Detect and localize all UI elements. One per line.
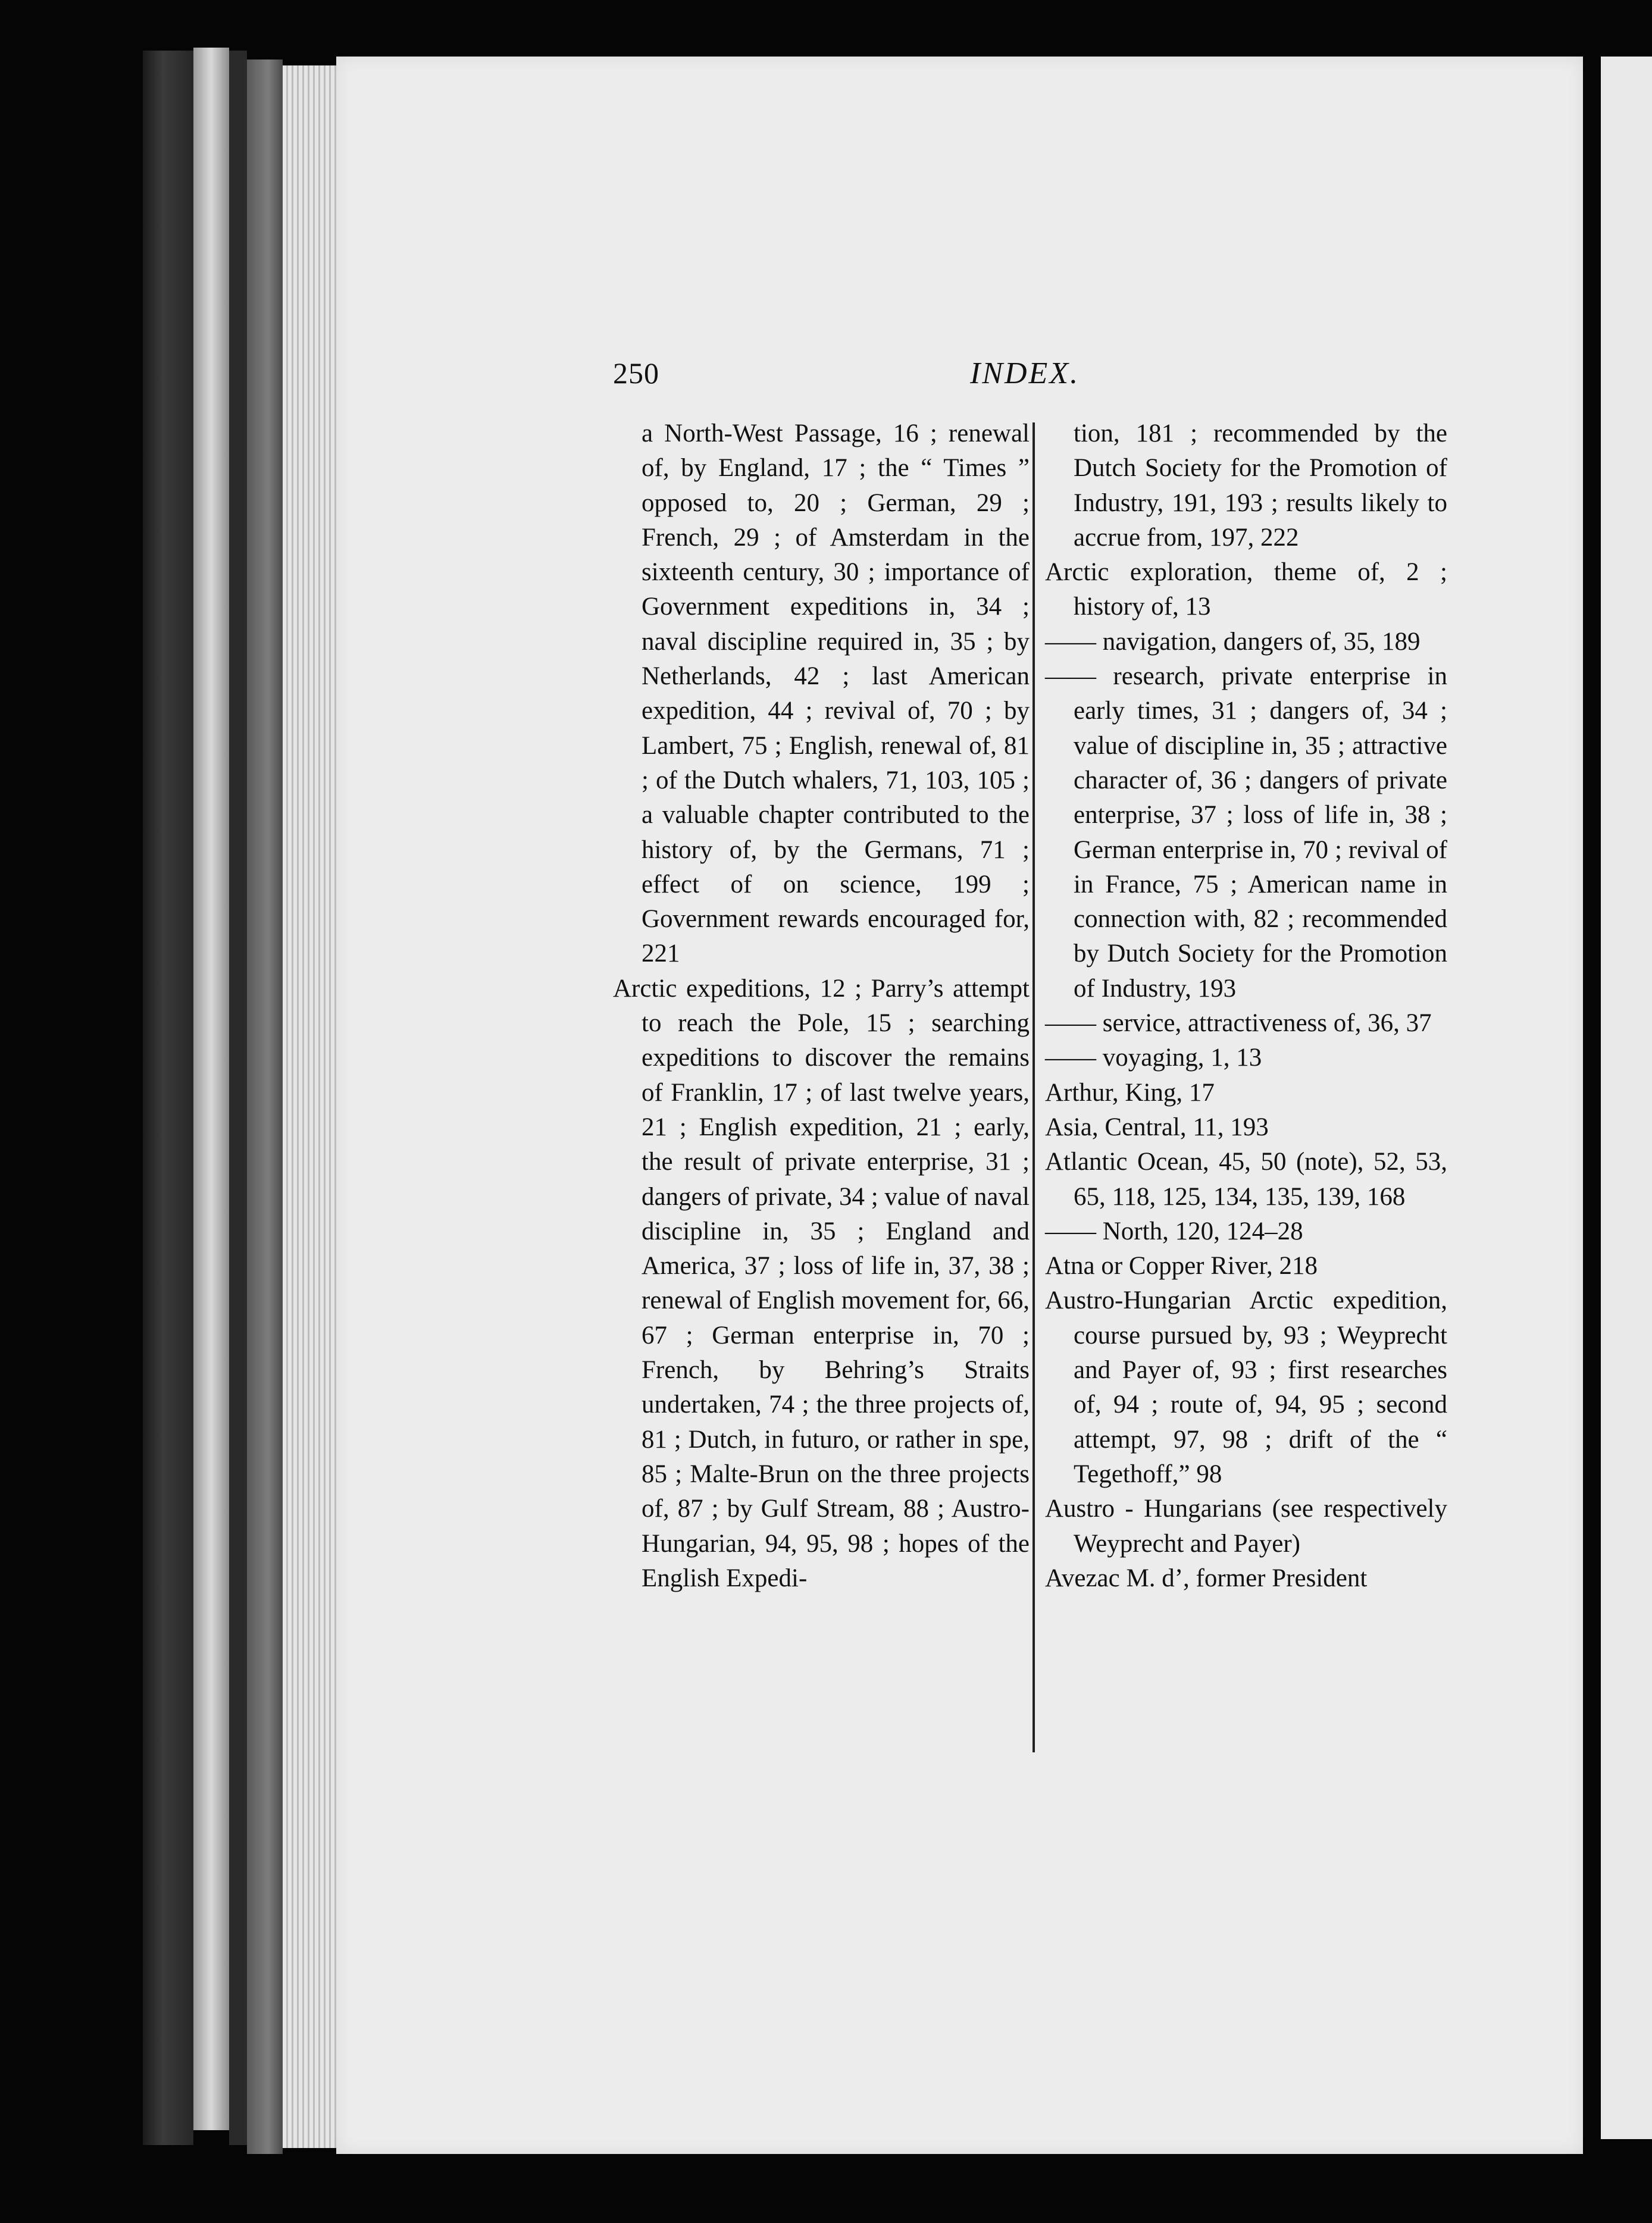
index-entry: Austro-Hungarian Arctic expedition, course pursued by, 93 ; Weyprecht and Payer of, 93 ; first researches of, 94 ; route of, 94, 95 ; second attempt, 97, 98 ; drift of the “ Tegethoff,” 98 [1045,1286,1447,1488]
index-entry: Atlantic Ocean, 45, 50 (note), 52, 53, 65, 118, 125, 134, 135, 139, 168 [1045,1148,1447,1211]
page-header [613,356,1089,397]
index-entry-continuation: tion, 181 ; recommended by the Dutch Society for the Promotion of Industry, 191, 193 ; results likely to accrue from, 197, 222 [1074,419,1447,552]
index-entry: —— research, private enterprise in early times, 31 ; dangers of, 34 ; value of discipline in, 35 ; attractive character of, 36 ; dangers of private enterprise, 37 ; loss of life in, 38 ; German enterprise in, 70 ; revival of in France, 75 ; American name in connection with, 82 ; recommended by Dutch Society for the Promotion of Industry, 193 [1045,662,1447,1003]
book-page-edge-inner [247,60,283,2154]
index-entry: Arthur, King, 17 [1045,1078,1215,1107]
index-column-left [613,417,1030,1596]
index-column-right [1045,417,1447,1596]
index-entry: —— North, 120, 124–28 [1045,1217,1303,1245]
index-entry: Atna or Copper River, 218 [1045,1252,1318,1280]
book-gutter [229,51,247,2145]
facing-page-edge [1601,57,1652,2139]
index-entry: Arctic expeditions, 12 ; Parry’s attempt to reach the Pole, 15 ; searching expeditions to discover the remains of Franklin, 17 ; of last twelve years, 21 ; English expedition, 21 ; early, the result of private enterprise, 31 ; dangers of private, 34 ; value of naval discipline in, 35 ; England and America, 37 ; loss of life in, 37, 38 ; renewal of English movement for, 66, 67 ; German enterprise in, 70 ; French, by Behring’s Straits undertaken, 74 ; the three projects of, 81 ; Dutch, in futuro, or rather in spe, 85 ; Malte-Brun on the three projects of, 87 ; by Gulf Stream, 88 ; Austro-Hungarian, 94, 95, 98 ; hopes of the English Expedi- [613,974,1030,1592]
index-entry: —— voyaging, 1, 13 [1045,1044,1262,1072]
index-entry: Avezac M. d’, former President [1045,1564,1368,1592]
index-entry: Arctic exploration, theme of, 2 ; history of, 13 [1045,558,1447,621]
running-head: INDEX. [970,356,1080,390]
index-entry: Asia, Central, 11, 193 [1045,1113,1269,1141]
book-page-edge [193,48,229,2130]
column-divider [1032,422,1035,1752]
page-number: 250 [613,356,659,390]
index-entry: Austro - Hungarians (see respectively Weyprecht and Payer) [1045,1495,1447,1558]
index-entry-continuation: a North-West Passage, 16 ; renewal of, by England, 17 ; the “ Times ” opposed to, 20 ; German, 29 ; French, 29 ; of Amsterdam in the sixteenth century, 30 ; importance of Government expeditions in, 34 ; naval discipline required in, 35 ; by Netherlands, 42 ; last American expedition, 44 ; revival of, 70 ; by Lambert, 75 ; English, renewal of, 81 ; of the Dutch whalers, 71, 103, 105 ; a valuable chapter contributed to the history of, by the Germans, 71 ; effect of on science, 199 ; Government rewards encouraged for, 221 [642,419,1030,968]
book-spine-shadow [143,51,193,2145]
index-entry: —— service, attractiveness of, 36, 37 [1045,1009,1432,1038]
index-entry: —— navigation, dangers of, 35, 189 [1045,627,1421,656]
